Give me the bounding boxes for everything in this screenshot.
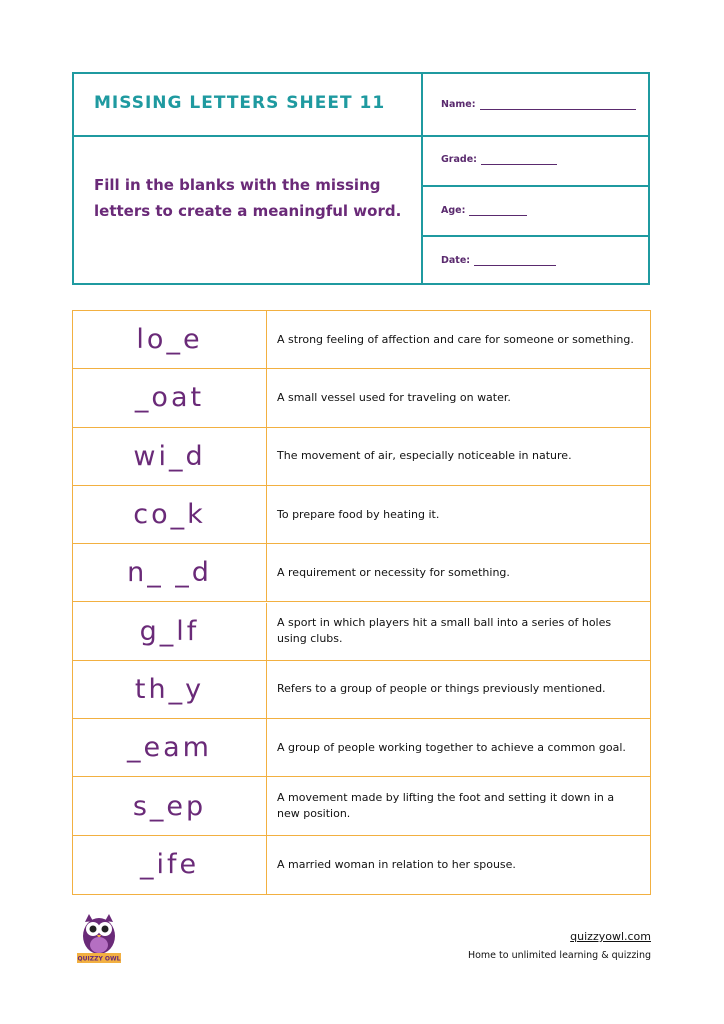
missing-letter-word: g_lf xyxy=(73,603,267,660)
instructions-text: Fill in the blanks with the missing letters to create a meaningful word. xyxy=(94,176,402,220)
missing-letter-word: co_k xyxy=(73,486,267,543)
name-blank-line[interactable] xyxy=(480,99,636,110)
header-divider-right-3 xyxy=(421,235,648,237)
missing-letter-word: _ife xyxy=(73,836,267,894)
word-clue: A sport in which players hit a small ball into a series of holes using clubs. xyxy=(277,616,612,646)
word-clue: Refers to a group of people or things previously mentioned. xyxy=(277,682,606,696)
sheet-title: MISSING LETTERS SHEET 11 xyxy=(94,93,386,113)
missing-letter-word: _eam xyxy=(73,719,267,776)
grade-field[interactable] xyxy=(441,154,557,165)
header-divider-vertical xyxy=(421,74,423,283)
word-clue: A movement made by lifting the foot and setting it down in a new position. xyxy=(277,791,615,821)
date-field[interactable] xyxy=(441,255,556,266)
header-divider-right-1 xyxy=(421,135,648,137)
word-clue: A group of people working together to achieve a common goal. xyxy=(277,740,626,754)
word-clue: To prepare food by heating it. xyxy=(277,507,440,521)
table-row xyxy=(73,428,650,486)
date-blank-line[interactable] xyxy=(474,255,556,266)
header-box xyxy=(72,72,650,285)
missing-letter-word: s_ep xyxy=(73,777,267,834)
missing-letter-word: n_ _d xyxy=(73,544,267,601)
table-row xyxy=(73,661,650,719)
word-clue: A requirement or necessity for something. xyxy=(277,565,510,579)
name-field[interactable] xyxy=(441,99,636,110)
date-label: Date: xyxy=(441,255,471,266)
word-clue: The movement of air, especially noticeable in nature. xyxy=(277,449,572,463)
age-blank-line[interactable] xyxy=(469,205,527,216)
table-row xyxy=(73,369,650,427)
table-row xyxy=(73,486,650,544)
grade-blank-line[interactable] xyxy=(481,154,557,165)
age-label: Age: xyxy=(441,205,466,216)
quizzy-owl-logo xyxy=(75,912,123,964)
missing-letter-word: lo_e xyxy=(73,311,267,368)
word-clue: A married woman in relation to her spouse. xyxy=(277,857,516,871)
table-row xyxy=(73,719,650,777)
logo-text: QUIZZY OWL xyxy=(77,955,121,963)
word-table xyxy=(72,310,651,895)
header-divider-left xyxy=(74,135,423,137)
site-link[interactable]: quizzyowl.com xyxy=(570,930,651,943)
missing-letter-word: th_y xyxy=(73,661,267,718)
table-row xyxy=(73,544,650,602)
table-row xyxy=(73,311,650,369)
name-label: Name: xyxy=(441,99,476,110)
word-clue: A small vessel used for traveling on water. xyxy=(277,390,511,404)
header-divider-right-2 xyxy=(421,185,648,187)
missing-letter-word: wi_d xyxy=(73,428,267,485)
age-field[interactable] xyxy=(441,205,527,216)
word-clue: A strong feeling of affection and care for someone or something. xyxy=(277,332,634,346)
tagline: Home to unlimited learning & quizzing xyxy=(467,950,651,961)
table-row xyxy=(73,603,650,661)
missing-letter-word: _oat xyxy=(73,369,267,426)
table-row xyxy=(73,836,650,894)
table-row xyxy=(73,777,650,835)
grade-label: Grade: xyxy=(441,154,477,165)
